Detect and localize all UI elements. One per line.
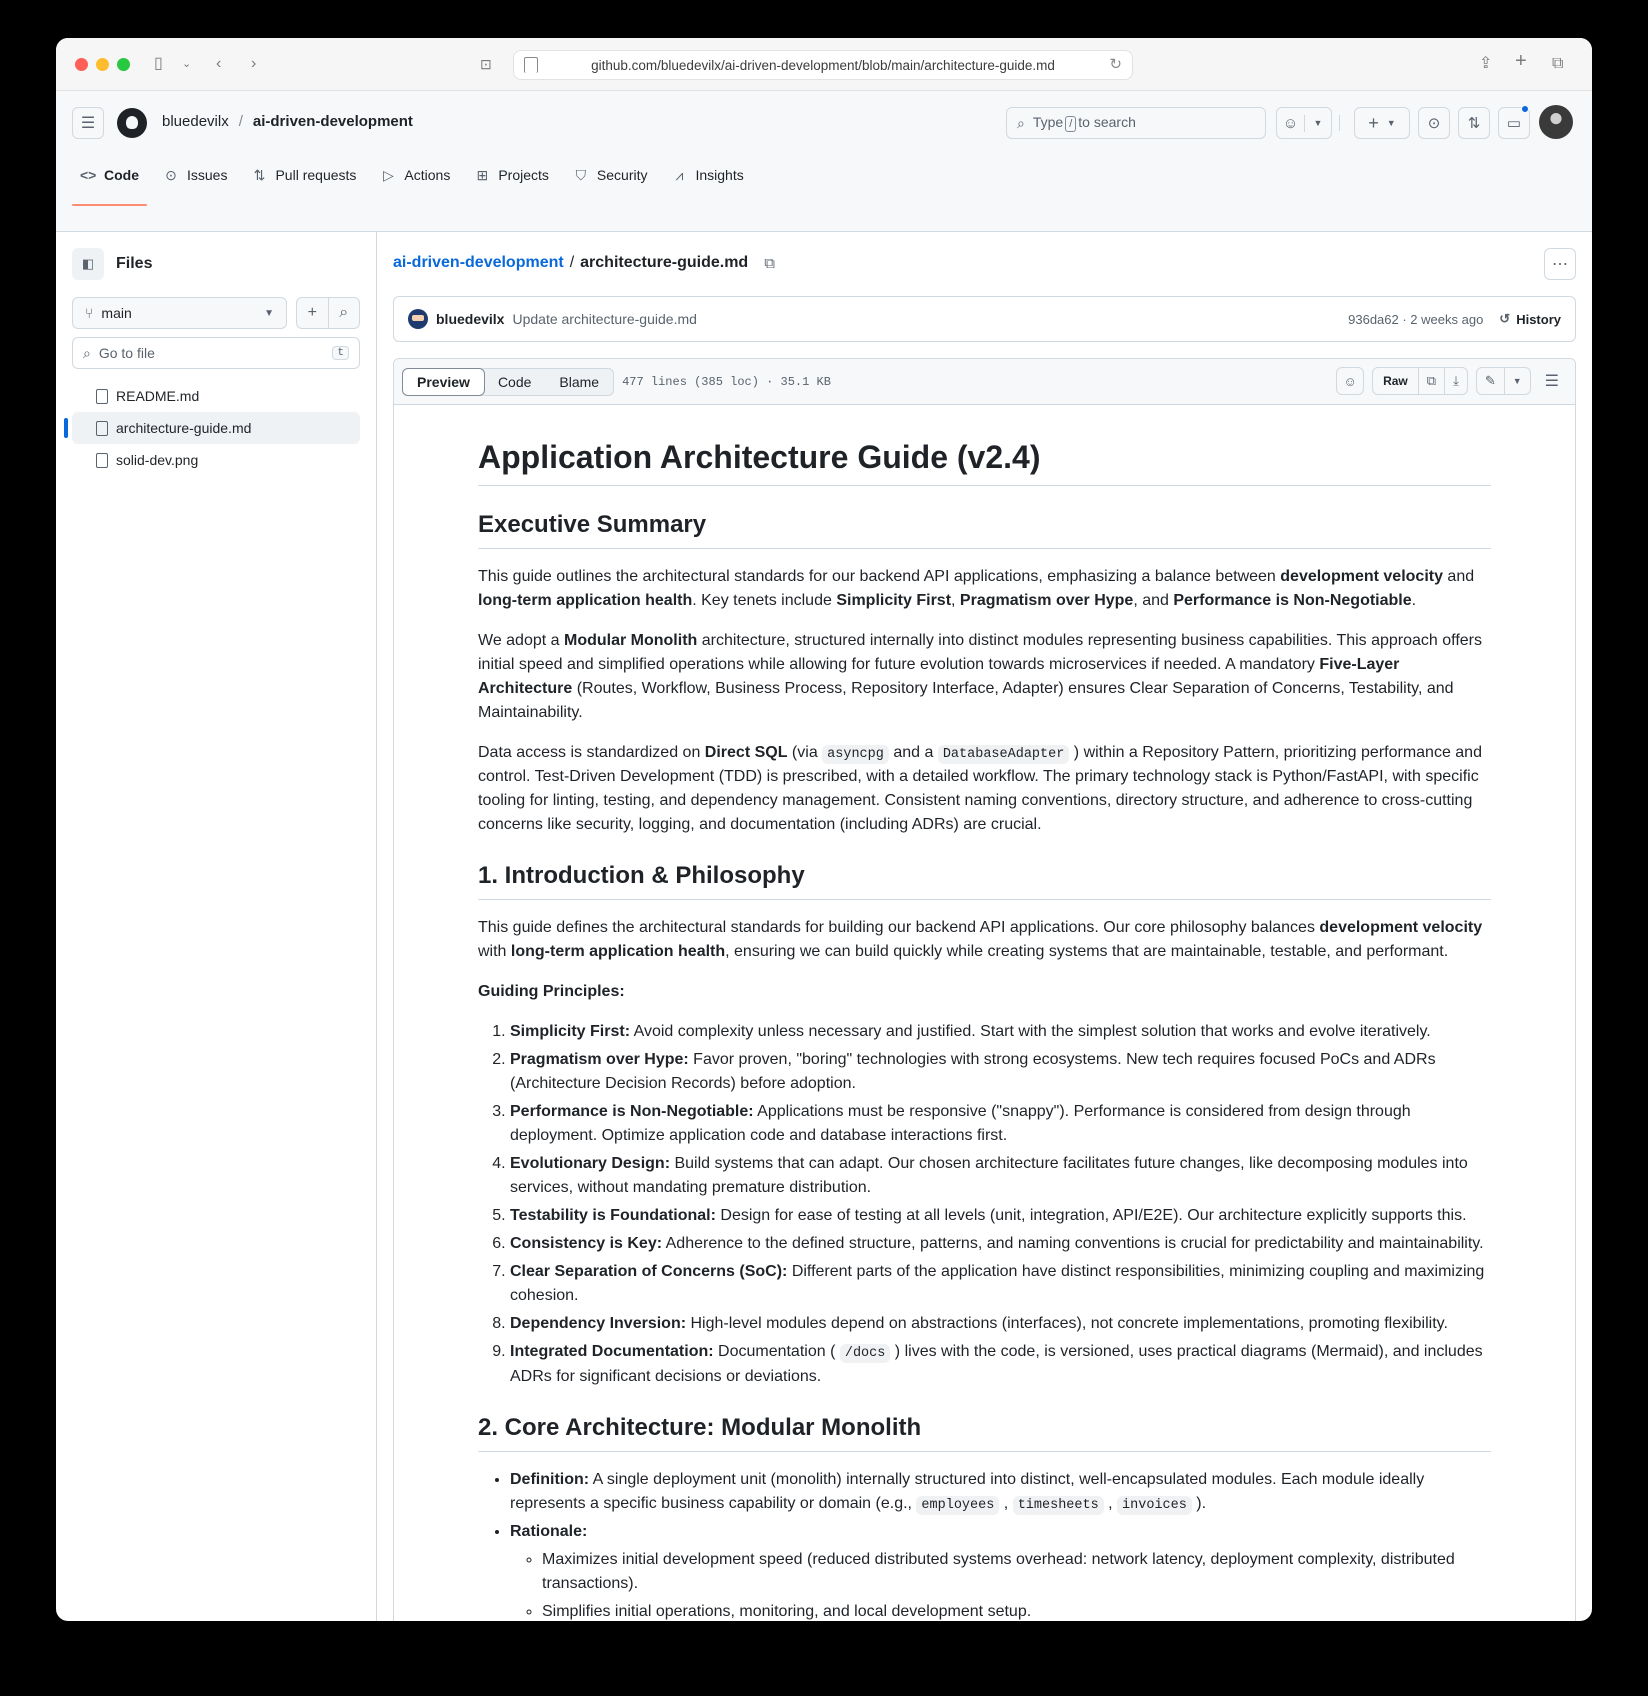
guiding-principles-label: [478, 980, 1491, 1004]
copy-raw-button[interactable]: ⧉: [1418, 368, 1444, 394]
file-tree-item-solid-dev[interactable]: [72, 444, 360, 476]
chevron-down-icon: ▼: [1386, 118, 1396, 128]
pull-requests-button[interactable]: [1458, 107, 1490, 139]
chevron-down-icon[interactable]: ⌄: [182, 58, 192, 70]
list-item: ◦ Maximizes initial development speed (reduced distributed systems overhead: network latency, deployment complexity, distributed transactions).: [542, 1548, 1491, 1596]
breadcrumb-file: architecture-guide.md: [580, 254, 749, 271]
heading-introduction: 1. Introduction & Philosophy: [478, 861, 1491, 900]
copilot-icon: ☺: [1343, 373, 1357, 389]
tab-label: Actions: [404, 167, 451, 183]
github-header: [56, 91, 1592, 232]
file-viewer: [393, 358, 1576, 1621]
file-toolbar: [394, 359, 1575, 405]
forward-icon[interactable]: ›: [251, 55, 257, 72]
history-label: History: [1516, 311, 1561, 327]
collapse-sidebar-button[interactable]: [72, 248, 104, 280]
search-placeholder-prefix: Type: [1032, 114, 1064, 130]
copilot-button[interactable]: [1276, 107, 1332, 139]
tab-code-view[interactable]: Code: [497, 373, 532, 390]
core-architecture-list: [478, 1468, 1491, 1622]
principles-list: [478, 1020, 1491, 1388]
play-icon: ▷: [383, 166, 394, 183]
tab-overview-icon[interactable]: ⧉: [1552, 55, 1564, 72]
branch-icon: ⑂: [85, 305, 94, 321]
file-icon: [96, 421, 108, 436]
files-title: Files: [116, 255, 153, 272]
new-tab-icon[interactable]: +: [1515, 50, 1527, 72]
file-tree-item-architecture-guide[interactable]: [72, 412, 360, 444]
edit-actions-group: [1476, 367, 1531, 395]
list-item: 5. Testability is Foundational: Design for ease of testing at all levels (unit, integration, API/E2E). Our architecture explicitly supports this.: [510, 1204, 1491, 1228]
tab-projects[interactable]: [466, 155, 557, 195]
file-name: architecture-guide.md: [116, 420, 252, 436]
tab-code[interactable]: [72, 155, 147, 195]
plus-icon: +: [1368, 112, 1379, 133]
tab-insights[interactable]: [663, 155, 751, 195]
chevron-down-icon: ▼: [1313, 118, 1323, 128]
notification-indicator: [1521, 105, 1529, 113]
tab-label: Code: [104, 167, 139, 183]
path-separator: /: [238, 113, 243, 130]
file-tree: [72, 380, 360, 476]
commit-author-avatar[interactable]: [408, 309, 428, 329]
history-icon: ↺: [1499, 311, 1511, 326]
browser-toolbar: [56, 38, 1592, 91]
go-to-file-shortcut: t: [332, 346, 349, 360]
tab-label: Insights: [695, 167, 744, 183]
go-to-file-input[interactable]: [72, 337, 360, 369]
reload-icon[interactable]: ↻: [1109, 56, 1122, 73]
list-item: 2. Pragmatism over Hype: Favor proven, "boring" technologies with strong ecosystems. New tech requires focused PoCs and ADRs (Architecture Decision Records) before adoption.: [510, 1048, 1491, 1096]
user-avatar[interactable]: [1539, 105, 1573, 139]
reader-icon[interactable]: ⊡: [480, 56, 492, 72]
search-icon: ⌕: [1017, 114, 1025, 131]
markdown-body: [394, 405, 1575, 1621]
list-item: 6. Consistency is Key: Adherence to the defined structure, patterns, and naming conventions is crucial for predictability and maintainability.: [510, 1232, 1491, 1256]
tab-label: Projects: [498, 167, 549, 183]
minimize-window-button[interactable]: [96, 58, 109, 71]
repo-link[interactable]: ai-driven-development: [252, 113, 413, 130]
hamburger-icon: ☰: [80, 115, 96, 132]
file-tree-item-readme[interactable]: [72, 380, 360, 412]
header-divider: [1339, 115, 1340, 131]
tab-label: Issues: [187, 167, 228, 183]
file-name: README.md: [116, 388, 200, 404]
commit-meta[interactable]: 936da62 · 2 weeks ago: [1348, 311, 1484, 327]
download-button[interactable]: ⤓: [1444, 368, 1467, 394]
heading-core-architecture: 2. Core Architecture: Modular Monolith: [478, 1413, 1491, 1452]
branch-selector[interactable]: [72, 297, 287, 329]
tab-security[interactable]: [565, 155, 656, 195]
breadcrumb-repo-link[interactable]: ai-driven-development: [393, 254, 564, 271]
sidebar-collapse-icon: ◧: [81, 256, 95, 271]
rationale-label: Rationale:: [510, 1522, 588, 1540]
file-info: 477 lines (385 loc) · 35.1 KB: [622, 374, 831, 389]
rationale-list: [510, 1548, 1491, 1621]
copilot-icon: ☺: [1277, 115, 1305, 132]
branch-name: main: [101, 305, 132, 321]
latest-commit: [393, 296, 1576, 342]
list-item: 7. Clear Separation of Concerns (SoC): Different parts of the application have distinct responsibilities, minimizing coupling and maximizing cohesion.: [510, 1260, 1491, 1308]
sidebar-actions: [296, 297, 360, 329]
file-name: solid-dev.png: [116, 452, 199, 468]
tab-pull-requests[interactable]: [243, 155, 364, 195]
issues-button[interactable]: [1418, 107, 1450, 139]
address-bar[interactable]: [513, 50, 1133, 80]
list-item: 3. Performance is Non-Negotiable: Applications must be responsive ("snappy"). Performance is considered from design through deployment. Optimize application code and database interactions first.: [510, 1100, 1491, 1148]
owner-link[interactable]: bluedevilx: [162, 113, 229, 130]
outline-button[interactable]: ☰: [1544, 373, 1559, 390]
url-text: github.com/bluedevilx/ai-driven-development/blob/main/architecture-guide.md: [591, 57, 1055, 73]
zoom-window-button[interactable]: [117, 58, 130, 71]
copy-path-icon[interactable]: ⧉: [764, 254, 775, 272]
list-item: 8. Dependency Inversion: High-level modules depend on abstractions (interfaces), not concrete implementations, promoting flexibility.: [510, 1312, 1491, 1336]
tab-blame[interactable]: Blame: [559, 373, 600, 390]
repo-nav: [72, 155, 760, 195]
main-layout: [56, 232, 1592, 1621]
edit-dropdown-button[interactable]: ▼: [1504, 368, 1530, 394]
raw-button[interactable]: Raw: [1383, 374, 1408, 388]
breadcrumb-separator: /: [569, 254, 575, 271]
inbox-icon: ▭: [1506, 115, 1522, 132]
exec-paragraph-3: Data access is standardized on Direct SQL (via asyncpg and a DatabaseAdapter ) within a Repository Pattern, prioritizing performance and control. Test-Driven Development (TDD) is prescribed, with a detailed workflow. The primary technology stack is Python/FastAPI, with specific tooling for linting, testing, and dependency management. Consistent naming conventions, directory structure, and adherence to cross-cutting concerns like security, logging, and documentation (including ADRs) are crucial.: [478, 744, 1482, 834]
search-files-button[interactable]: ⌕: [328, 298, 360, 328]
search-placeholder-suffix: to search: [1078, 114, 1136, 130]
exec-paragraph-2: We adopt a Modular Monolith architecture, structured internally into distinct modules representing business capabilities. This approach offers initial speed and simplified operations while allowing for future evolution towards microservices if needed. A mandatory Five-Layer Architecture (Routes, Workflow, Business Process, Repository Interface, Adapter) ensures Clear Separation of Concerns, Testability, and Maintainability.: [478, 632, 1482, 721]
list-item: ◦ Simplifies initial operations, monitoring, and local development setup.: [542, 1600, 1491, 1621]
shield-icon: ⛉: [575, 166, 587, 183]
doc-title: Application Architecture Guide (v2.4): [478, 437, 1491, 486]
heading-executive-summary: Executive Summary: [478, 510, 1491, 549]
create-new-button[interactable]: [1354, 107, 1410, 139]
code-icon: <>: [80, 167, 97, 183]
copilot-file-button[interactable]: [1336, 367, 1364, 395]
table-icon: ⊞: [476, 166, 489, 183]
browser-window: [56, 38, 1592, 1621]
breadcrumb: [393, 254, 775, 272]
tab-label: Security: [596, 167, 648, 183]
kebab-icon: ⋯: [1552, 256, 1568, 273]
history-button[interactable]: [1499, 311, 1561, 327]
intro-paragraph: This guide defines the architectural standards for building our backend API applications. Our core philosophy balances development velocity with long-term application health, ensuring we can build quickly while creating systems that are maintainable, testable, and performant.: [478, 919, 1483, 961]
search-input[interactable]: [1006, 107, 1266, 139]
pull-request-icon: ⇅: [253, 166, 266, 183]
issue-icon: ⊙: [165, 166, 177, 183]
file-icon: [96, 389, 108, 404]
raw-actions-group: [1372, 367, 1468, 395]
sidebar-toggle-icon[interactable]: ▯: [154, 55, 163, 72]
window-controls: [75, 58, 130, 71]
file-content-area: [377, 232, 1592, 1621]
edit-file-button[interactable]: ✎: [1484, 373, 1496, 388]
share-icon[interactable]: ⇪: [1479, 55, 1493, 72]
file-tree-sidebar: [56, 232, 377, 1621]
back-icon[interactable]: ‹: [216, 55, 222, 72]
more-options-button[interactable]: [1544, 248, 1576, 280]
list-item-rationale: [510, 1520, 1491, 1621]
tab-issues[interactable]: [155, 155, 235, 195]
tab-actions[interactable]: [372, 155, 458, 195]
search-icon: ⌕: [83, 344, 91, 361]
list-item-definition: • Definition: A single deployment unit (monolith) internally structured into distinct, well-encapsulated modules. Each module ideally represents a specific business capability or domain (e.g., employees , timesheets , invoices ).: [510, 1468, 1491, 1516]
principles-label-text: Guiding Principles:: [478, 983, 625, 1001]
search-shortcut-key: /: [1065, 116, 1076, 132]
tab-preview[interactable]: Preview: [402, 368, 485, 396]
list-item: 9. Integrated Documentation: Documentation ( /docs ) lives with the code, is versioned, uses practical diagrams (Mermaid), and includes ADRs for significant decisions or deviations.: [510, 1340, 1491, 1388]
chevron-down-icon: ▼: [264, 307, 274, 319]
pull-request-icon: ⇅: [1467, 115, 1481, 132]
tab-label: Pull requests: [275, 167, 357, 183]
close-window-button[interactable]: [75, 58, 88, 71]
repo-path: [162, 113, 413, 130]
go-to-file-placeholder: Go to file: [98, 345, 155, 361]
files-header: [72, 248, 152, 280]
menu-button[interactable]: [72, 107, 104, 139]
issue-icon: ⊙: [1427, 115, 1441, 132]
graph-icon: ⩘: [675, 166, 684, 183]
list-item: 1. Simplicity First: Avoid complexity unless necessary and justified. Start with the simplest solution that works and evolve iteratively.: [510, 1020, 1491, 1044]
file-icon: [96, 453, 108, 468]
file-actions: [1336, 367, 1565, 395]
page-icon: [524, 57, 538, 73]
view-mode-tabs: [402, 368, 614, 396]
list-item: 4. Evolutionary Design: Build systems that can adapt. Our chosen architecture facilitates future changes, like decomposing modules into services, without mandating premature distribution.: [510, 1152, 1491, 1200]
exec-paragraph-1: This guide outlines the architectural standards for our backend API applications, emphasizing a balance between development velocity and long-term application health. Key tenets include Simplicity First, Pragmatism over Hype, and Performance is Non-Negotiable.: [478, 568, 1475, 609]
add-file-button[interactable]: +: [307, 304, 317, 321]
commit-message[interactable]: Update architecture-guide.md: [512, 311, 697, 327]
commit-author[interactable]: bluedevilx: [436, 311, 505, 327]
github-logo-icon[interactable]: [117, 108, 147, 138]
